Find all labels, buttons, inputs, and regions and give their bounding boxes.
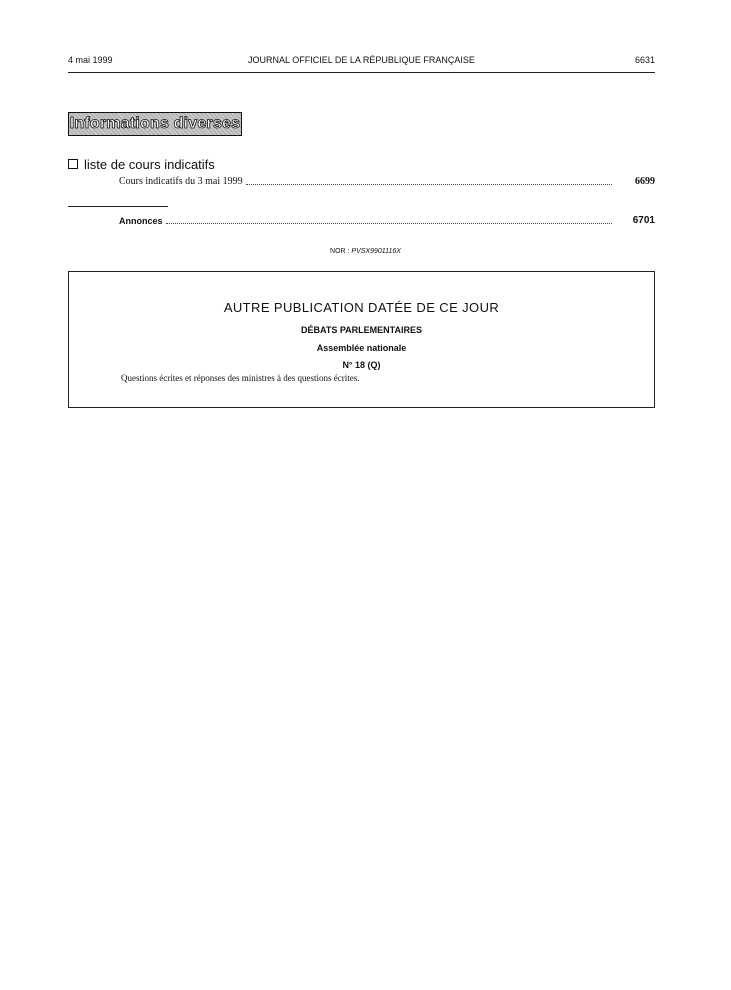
publication-description: Questions écrites et réponses des ministres à des questions écrites.: [121, 373, 360, 383]
nor-code: PVSX9901116X: [351, 248, 401, 255]
publication-number: N° 18 (Q): [342, 360, 381, 370]
header-date: 4 mai 1999: [68, 55, 113, 65]
nor-reference: [0, 248, 731, 255]
publication-title: AUTRE PUBLICATION DATÉE DE CE JOUR: [223, 300, 500, 315]
dot-leader: [246, 184, 612, 185]
list-item-heading: [68, 156, 215, 172]
separator-rule: [68, 206, 168, 207]
checkbox-icon: [68, 159, 78, 169]
journal-title: JOURNAL OFFICIEL DE LA RÉPUBLIQUE FRANÇAISE: [248, 55, 475, 65]
annonces-label: Annonces: [119, 216, 163, 226]
publication-subtitle: DÉBATS PARLEMENTAIRES: [300, 325, 422, 335]
header-divider: [68, 72, 655, 73]
annonces-page: 6701: [632, 215, 655, 226]
header-page-number: 6631: [634, 55, 655, 65]
page-header: [68, 55, 655, 69]
toc-entry-page: 6699: [635, 176, 655, 187]
section-title: Informations diverses: [69, 115, 241, 132]
nor-prefix: NOR :: [330, 248, 350, 255]
publication-box: [68, 271, 655, 408]
toc-entry-annonces[interactable]: [119, 214, 655, 226]
toc-entry-label: Cours indicatifs du 3 mai 1999: [119, 176, 243, 187]
section-title-box: [68, 112, 242, 136]
item-heading-label: liste de cours indicatifs: [84, 156, 215, 172]
publication-assembly: Assemblée nationale: [316, 343, 407, 353]
toc-entry[interactable]: [119, 175, 655, 187]
dot-leader: [166, 223, 612, 224]
